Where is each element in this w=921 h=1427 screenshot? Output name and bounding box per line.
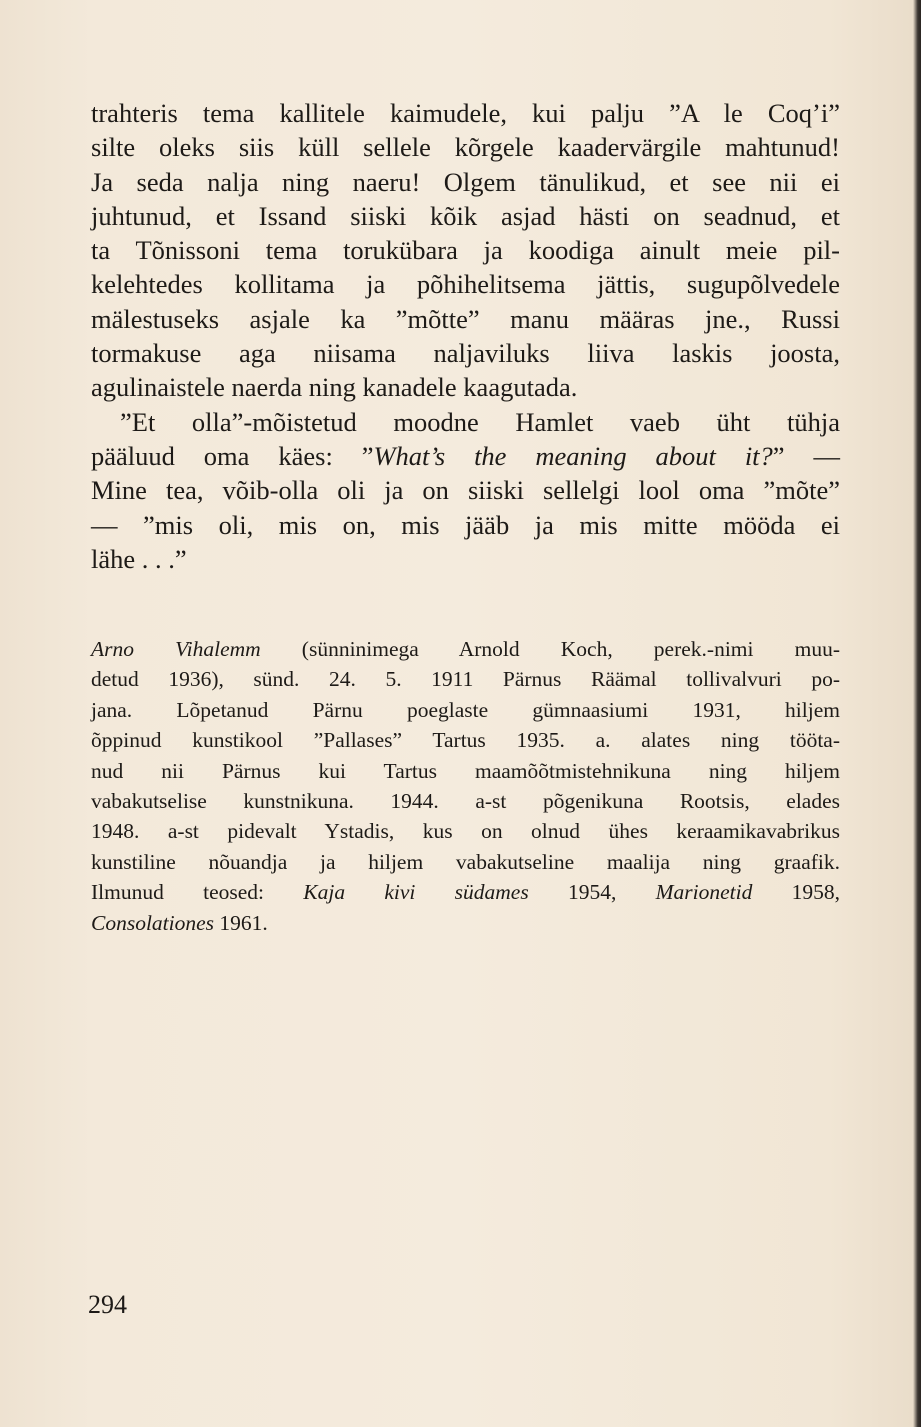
bio-line: kunstiline nõuandja ja hiljem vabakutseline maalija ning graafik. xyxy=(91,849,840,874)
text-segment: 1961. xyxy=(214,910,268,935)
work-title: Kaja kivi südames xyxy=(303,880,529,905)
text-line: silte oleks siis küll sellele kõrgele kaadervärgile mahtunud! xyxy=(91,132,840,163)
work-title: Consolationes xyxy=(91,910,215,935)
text-line: Mine tea, võib-olla oli ja on siiski sellelgi lool oma ”mõte” xyxy=(91,475,840,506)
text-line: kelehtedes kollitama ja põhihelitsema jättis, sugupõlvedele xyxy=(91,269,840,300)
text-segment: ” — xyxy=(772,440,840,471)
bio-line xyxy=(91,908,840,938)
text-line: trahteris tema kallitele kaimudele, kui palju ”A le Coq’i” xyxy=(91,98,840,128)
text-line: lähe . . .” xyxy=(91,543,187,574)
bio-line: nud nii Pärnus kui Tartus maamõõtmistehnikuna ning hiljem xyxy=(91,758,840,783)
text-line: tormakuse aga niisama naljaviluks liiva laskis joosta, xyxy=(91,338,840,369)
work-title: Marionetid xyxy=(655,880,753,905)
author-name: Arno Vihalemm xyxy=(91,637,261,661)
page-number: 294 xyxy=(88,1290,127,1319)
italic-quote: What’s the meaning about it? xyxy=(373,440,773,471)
bio-line xyxy=(91,634,840,664)
text-segment: 1954, xyxy=(528,880,656,905)
bio-line: detud 1936), sünd. 24. 5. 1911 Pärnus Räämal tollivalvuri po- xyxy=(91,667,840,692)
text-line: Ja seda nalja ning naeru! Olgem tänulikud, et see nii ei xyxy=(91,166,840,197)
text-line xyxy=(91,439,840,473)
text-line: juhtunud, et Issand siiski kõik asjad hästi on seadnud, et xyxy=(91,200,840,231)
text-line: — ”mis oli, mis on, mis jääb ja mis mitte mööda ei xyxy=(91,509,840,540)
text-line: ”Et olla”-mõistetud moodne Hamlet vaeb üht tühja xyxy=(120,406,840,437)
text-line: agulinaistele naerda ning kanadele kaagutada. xyxy=(91,372,578,403)
author-bio xyxy=(91,634,840,938)
page-edge-shadow xyxy=(913,0,921,1427)
text-line: mälestuseks asjale ka ”mõtte” manu määras jne., Russi xyxy=(91,303,840,334)
text-segment: pääluud oma käes: ” xyxy=(91,440,374,471)
bio-line: õppinud kunstikool ”Pallases” Tartus 1935. a. alates ning tööta- xyxy=(91,728,840,753)
bio-line: 1948. a-st pidevalt Ystadis, kus on olnud ühes keraamikavabrikus xyxy=(91,819,840,844)
text-segment: Ilmunud teosed: xyxy=(91,880,304,905)
main-text xyxy=(91,96,840,576)
bio-line xyxy=(91,877,840,907)
bio-line: vabakutselise kunstnikuna. 1944. a-st põgenikuna Rootsis, elades xyxy=(91,789,840,814)
bio-line: jana. Lõpetanud Pärnu poeglaste gümnaasiumi 1931, hiljem xyxy=(91,697,840,722)
text-segment: 1958, xyxy=(752,880,840,905)
text-line: ta Tõnissoni tema torukübara ja koodiga ainult meie pil- xyxy=(91,235,840,266)
text-segment: (sünninimega Arnold Koch, perek.-nimi muu- xyxy=(260,637,840,661)
